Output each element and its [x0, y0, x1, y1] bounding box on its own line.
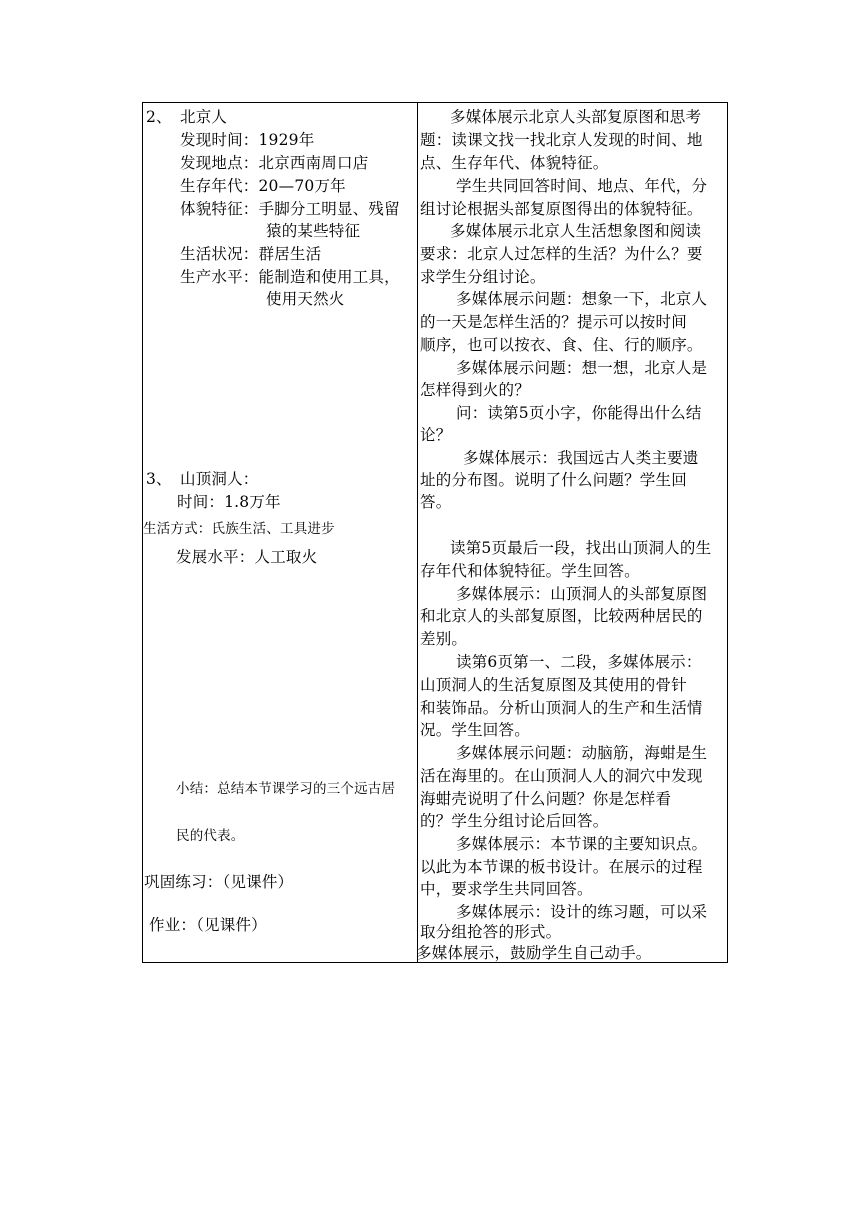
right-line: 多媒体展示问题：想一想，北京人是 — [456, 359, 708, 377]
peking-features: 体貌特征：手脚分工明显、残留 — [180, 200, 400, 218]
right-line: 多媒体展示：山顶洞人的头部复原图 — [456, 585, 708, 603]
right-line: 答。 — [420, 493, 452, 511]
homework-label: 作业：（见课件） — [149, 916, 267, 934]
peking-era: 生存年代：20—70万年 — [180, 177, 346, 195]
peking-discovery-place: 发现地点：北京西南周口店 — [180, 154, 369, 172]
right-line: 存年代和体貌特征。学生回答。 — [420, 562, 640, 580]
right-line: 点、生存年代、体貌特征。 — [420, 154, 609, 172]
peking-production-cont: 使用天然火 — [266, 290, 345, 308]
right-line: 多媒体展示，鼓励学生自己动手。 — [416, 944, 652, 962]
right-line: 差别。 — [420, 630, 468, 648]
right-line: 取分组抢答的形式。 — [420, 923, 562, 941]
right-line: 活在海里的。在山顶洞人人的洞穴中发现 — [420, 767, 703, 785]
right-line: 问：读第5页小字，你能得出什么结 — [456, 404, 702, 422]
right-line: 海蚶壳说明了什么问题？你是怎样看 — [420, 790, 672, 808]
right-line: 读第6页第一、二段，多媒体展示： — [456, 653, 702, 671]
right-line: 和装饰品。分析山顶洞人的生产和生活情 — [420, 699, 703, 717]
right-line: 况。学生回答。 — [420, 721, 530, 739]
right-line: 以此为本节课的板书设计。在展示的过程 — [420, 858, 703, 876]
peking-discovery-time: 发现时间：1929年 — [180, 131, 315, 149]
right-line: 址的分布图。说明了什么问题？学生回 — [420, 471, 687, 489]
summary-line-1: 小结：总结本节课学习的三个远古居 — [176, 781, 396, 797]
section-3-number: 3、 — [146, 470, 172, 488]
right-line: 求学生分组讨论。 — [420, 268, 546, 286]
right-line: 多媒体展示：本节课的主要知识点。 — [456, 835, 708, 853]
right-line: 多媒体展示问题：想象一下，北京人 — [456, 290, 708, 308]
right-line: 学生共同回答时间、地点、年代，分 — [456, 177, 708, 195]
right-line: 题：读课文找一找北京人发现的时间、地 — [420, 131, 703, 149]
right-line: 顺序，也可以按衣、食、住、行的顺序。 — [420, 336, 703, 354]
column-divider — [417, 103, 418, 962]
right-line: 多媒体展示问题：动脑筋，海蚶是生 — [456, 744, 708, 762]
peking-features-cont: 猿的某些特征 — [266, 222, 361, 240]
right-line: 多媒体展示北京人头部复原图和思考 — [450, 108, 702, 126]
right-line: 要求：北京人过怎样的生活？为什么？要 — [420, 245, 703, 263]
section-2-title: 北京人 — [180, 108, 228, 126]
right-line: 山顶洞人的生活复原图及其使用的骨针 — [420, 676, 687, 694]
right-line: 中，要求学生共同回答。 — [420, 880, 593, 898]
right-line: 的一天是怎样生活的？提示可以按时间 — [420, 313, 687, 331]
right-line: 和北京人的头部复原图，比较两种居民的 — [420, 607, 703, 625]
peking-production: 生产水平：能制造和使用工具， — [180, 268, 400, 286]
section-3-title: 山顶洞人： — [180, 470, 259, 488]
section-2-number: 2、 — [146, 108, 172, 126]
upper-cave-development: 发展水平：人工取火 — [176, 548, 318, 566]
right-line: 怎样得到火的？ — [420, 381, 530, 399]
right-line: 多媒体展示北京人生活想象图和阅读 — [450, 222, 702, 240]
right-line: 组讨论根据头部复原图得出的体貌特征。 — [420, 200, 703, 218]
lesson-table — [142, 102, 728, 963]
upper-cave-lifestyle: 生活方式：氏族生活、工具进步 — [143, 521, 335, 537]
right-line: 论？ — [420, 426, 452, 444]
right-line: 多媒体展示：我国远古人类主要遗 — [463, 449, 699, 467]
summary-line-2: 民的代表。 — [176, 828, 245, 844]
right-line: 读第5页最后一段，找出山顶洞人的生 — [450, 539, 712, 557]
upper-cave-time: 时间：1.8万年 — [177, 493, 281, 511]
practice-label: 巩固练习：（见课件） — [144, 873, 294, 891]
peking-living: 生活状况：群居生活 — [180, 245, 322, 263]
right-line: 多媒体展示：设计的练习题，可以采 — [456, 903, 708, 921]
right-line: 的？学生分组讨论后回答。 — [420, 812, 609, 830]
